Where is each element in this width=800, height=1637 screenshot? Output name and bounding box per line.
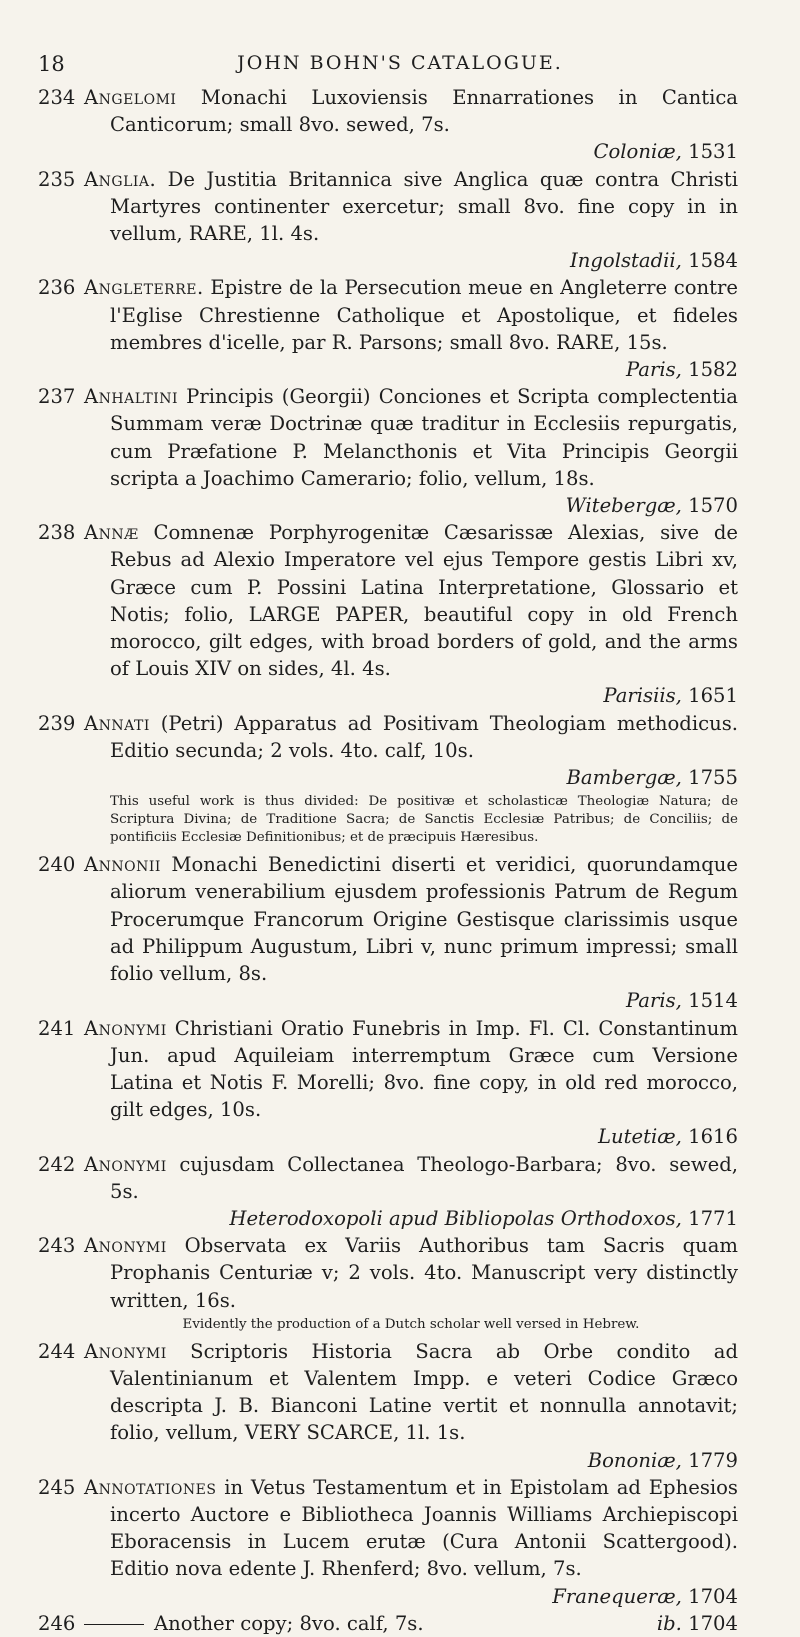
entry-number: 234 xyxy=(38,86,76,109)
entry-number: 238 xyxy=(38,521,76,545)
catalogue-entry xyxy=(38,851,738,1014)
entry-text xyxy=(84,1232,738,1314)
imprint-year: 1755 xyxy=(688,766,738,790)
entry-text xyxy=(84,84,738,166)
imprint-year: 1771 xyxy=(688,1206,738,1230)
entry-lead-word: Annonii xyxy=(84,853,161,877)
entry-imprint xyxy=(110,764,738,791)
entry-number: 239 xyxy=(38,711,76,735)
entry-description: Another copy; 8vo. calf, 7s. xyxy=(154,1611,424,1635)
entry-description: Monachi Benedictini diserti et veridici, quorundamque aliorum venerabilium ejusdem professionis Patrum de Regum Procerumque Francorum Origine Gestisque clarissimis usque ad Philippum Augustum, Libri v, nunc primum impressi; small folio vellum, 8s. xyxy=(110,853,738,986)
entry-text xyxy=(84,274,738,383)
entry-lead-word: Anonymi xyxy=(84,1152,167,1176)
entry-imprint xyxy=(657,1610,738,1637)
catalogue-entry xyxy=(38,1151,738,1233)
catalogue-entry xyxy=(38,1338,738,1474)
catalogue-entry xyxy=(38,1474,738,1610)
entry-lead-word: Annati xyxy=(84,711,150,735)
imprint-place: Paris, xyxy=(625,989,682,1013)
entry-description: in Vetus Testamentum et in Epistolam ad Ephesios incerto Auctore e Bibliotheca Joannis Williams Archiepiscopi Eboracensis in Lucem erutæ (Cura Antonii Scattergood). Editio nova edente J. Rhenferd; 8vo. vellum, 7s. xyxy=(110,1475,738,1581)
entry-imprint xyxy=(110,987,738,1014)
catalogue-entry xyxy=(38,519,738,709)
page-header xyxy=(0,52,800,80)
entry-note: This useful work is thus divided: De positivæ et scholasticæ Theologiæ Natura; de Scriptura Divina; de Traditione Sacra; de Sanctis Ecclesiæ Patribus; de Conciliis; de pontificiis Ecclesiæ Definitionibus; et de præcipuis Hæresibus. xyxy=(110,794,738,846)
entry-lead-word: Anonymi xyxy=(84,1016,167,1040)
entry-number: 246 xyxy=(38,1611,76,1635)
entry-lead-word: Annæ xyxy=(84,521,139,545)
entry-number: 245 xyxy=(38,1475,76,1499)
entry-number: 236 xyxy=(38,276,76,300)
entry-imprint xyxy=(110,247,738,274)
imprint-place: Bononiæ, xyxy=(587,1448,682,1472)
entry-text xyxy=(84,1338,738,1474)
entry-text xyxy=(84,519,738,709)
entry-imprint xyxy=(110,138,738,165)
entry-text xyxy=(84,1610,738,1637)
imprint-year: 1704 xyxy=(688,1611,738,1635)
running-head: JOHN BOHN'S CATALOGUE. xyxy=(237,52,563,74)
entry-number: 244 xyxy=(38,1339,76,1363)
catalogue-entry xyxy=(38,166,738,275)
entry-description: Scriptoris Historia Sacra ab Orbe condito ad Valentinianum et Valentem Impp. e veteri Codice Græco descripta J. B. Bianconi Latine vertit et nonnulla annotavit; folio, vellum, VERY SCARCE, 1l. 1s. xyxy=(110,1339,738,1445)
imprint-place: Coloniæ, xyxy=(593,140,682,164)
entry-lead-word: Annotationes xyxy=(84,1475,217,1499)
entry-text xyxy=(84,851,738,1014)
catalogue-entry xyxy=(38,1232,738,1334)
entry-number: 237 xyxy=(38,385,76,409)
imprint-year: 1531 xyxy=(688,140,738,164)
imprint-year: 1651 xyxy=(688,684,738,708)
entry-text xyxy=(84,710,738,792)
catalogue-entry xyxy=(38,383,738,519)
entry-imprint xyxy=(110,492,738,519)
entry-imprint xyxy=(110,356,738,383)
entry-lead-word: Angleterre. xyxy=(84,276,204,300)
entry-text xyxy=(84,383,738,519)
entry-text xyxy=(84,1151,738,1233)
imprint-year: 1584 xyxy=(688,249,738,273)
imprint-year: 1779 xyxy=(688,1448,738,1472)
entry-imprint xyxy=(110,1205,738,1232)
imprint-place: Witebergæ, xyxy=(565,494,682,518)
catalogue-entry xyxy=(38,710,738,848)
entry-lead-word: Anglia. xyxy=(84,167,157,191)
imprint-place: Bambergæ, xyxy=(566,766,682,790)
entry-text xyxy=(84,1015,738,1151)
entry-number: 242 xyxy=(38,1152,76,1176)
imprint-year: 1582 xyxy=(688,358,738,382)
entry-number: 235 xyxy=(38,167,76,191)
ditto-dash xyxy=(84,1624,144,1625)
entry-imprint xyxy=(110,1447,738,1474)
imprint-year: 1514 xyxy=(688,989,738,1013)
entry-lead-word: Anhaltini xyxy=(84,385,179,409)
entry-description: Principis (Georgii) Conciones et Scripta complectentia Summam veræ Doctrinæ quæ traditur in Ecclesiis repurgatis, cum Præfatione P. Melancthonis et Vita Principis Georgii scripta a Joachimo Camerario; folio, vellum, 18s. xyxy=(110,385,738,490)
entry-description: cujusdam Collectanea Theologo-Barbara; 8vo. sewed, 5s. xyxy=(110,1152,738,1203)
entry-text xyxy=(84,166,738,275)
entry-number: 243 xyxy=(38,1234,76,1258)
imprint-year: 1616 xyxy=(688,1125,738,1149)
entry-imprint xyxy=(110,682,738,709)
entry-lead-word: Angelomi xyxy=(84,86,177,109)
imprint-place: ib. xyxy=(656,1611,682,1635)
page-number: 18 xyxy=(38,52,65,76)
imprint-place: Paris, xyxy=(625,358,682,382)
entry-description: Epistre de la Persecution meue en Angleterre contre l'Eglise Chrestienne Catholique et Apostolique, et fideles membres d'icelle, par R. Parsons; small 8vo. RARE, 15s. xyxy=(110,276,738,354)
entry-description: Christiani Oratio Funebris in Imp. Fl. Cl. Constantinum Jun. apud Aquileiam interremptum Græce cum Versione Latina et Notis F. Morelli; 8vo. fine copy, in old red morocco, gilt edges, 10s. xyxy=(110,1016,738,1122)
imprint-place: Heterodoxopoli apud Bibliopolas Orthodoxos, xyxy=(229,1206,682,1230)
entry-text xyxy=(84,1474,738,1610)
imprint-year: 1704 xyxy=(688,1584,738,1608)
catalogue-entries xyxy=(38,84,738,1637)
entry-description: Observata ex Variis Authoribus tam Sacris quam Prophanis Centuriæ v; 2 vols. 4to. Manuscript very distinctly written, 16s. xyxy=(110,1234,738,1312)
entry-imprint xyxy=(110,1583,738,1610)
imprint-place: Franequeræ, xyxy=(552,1584,682,1608)
catalogue-entry xyxy=(38,274,738,383)
catalogue-entry xyxy=(38,1015,738,1151)
entry-lead-word: Anonymi xyxy=(84,1339,167,1363)
imprint-place: Lutetiæ, xyxy=(598,1125,682,1149)
entry-number: 241 xyxy=(38,1016,76,1040)
entry-description: Monachi Luxoviensis Ennarrationes in Cantica Canticorum; small 8vo. sewed, 7s. xyxy=(110,86,738,137)
entry-description: De Justitia Britannica sive Anglica quæ contra Christi Martyres continenter exercetur; small 8vo. fine copy in in vellum, RARE, 1l. 4s. xyxy=(110,167,738,246)
catalogue-entry xyxy=(38,84,738,166)
imprint-place: Parisiis, xyxy=(603,684,682,708)
imprint-year: 1570 xyxy=(688,494,738,518)
entry-note: Evidently the production of a Dutch scholar well versed in Hebrew. xyxy=(182,1316,640,1332)
entry-description: (Petri) Apparatus ad Positivam Theologiam methodicus. Editio secunda; 2 vols. 4to. calf, 10s. xyxy=(110,711,738,762)
entry-imprint xyxy=(110,1123,738,1150)
entry-number: 240 xyxy=(38,853,76,877)
catalogue-entry-last xyxy=(38,1610,738,1637)
imprint-place: Ingolstadii, xyxy=(570,249,682,273)
entry-lead-word: Anonymi xyxy=(84,1234,167,1258)
entry-description: Comnenæ Porphyrogenitæ Cæsarissæ Alexias, sive de Rebus ad Alexio Imperatore vel ejus Tempore gestis Libri xv, Græce cum P. Possini Latina Interpretatione, Glossario et Notis; folio, LARGE PAPER, beautiful copy in old French morocco, gilt edges, with broad borders of gold, and the arms of Louis XIV on sides, 4l. 4s. xyxy=(110,521,738,681)
